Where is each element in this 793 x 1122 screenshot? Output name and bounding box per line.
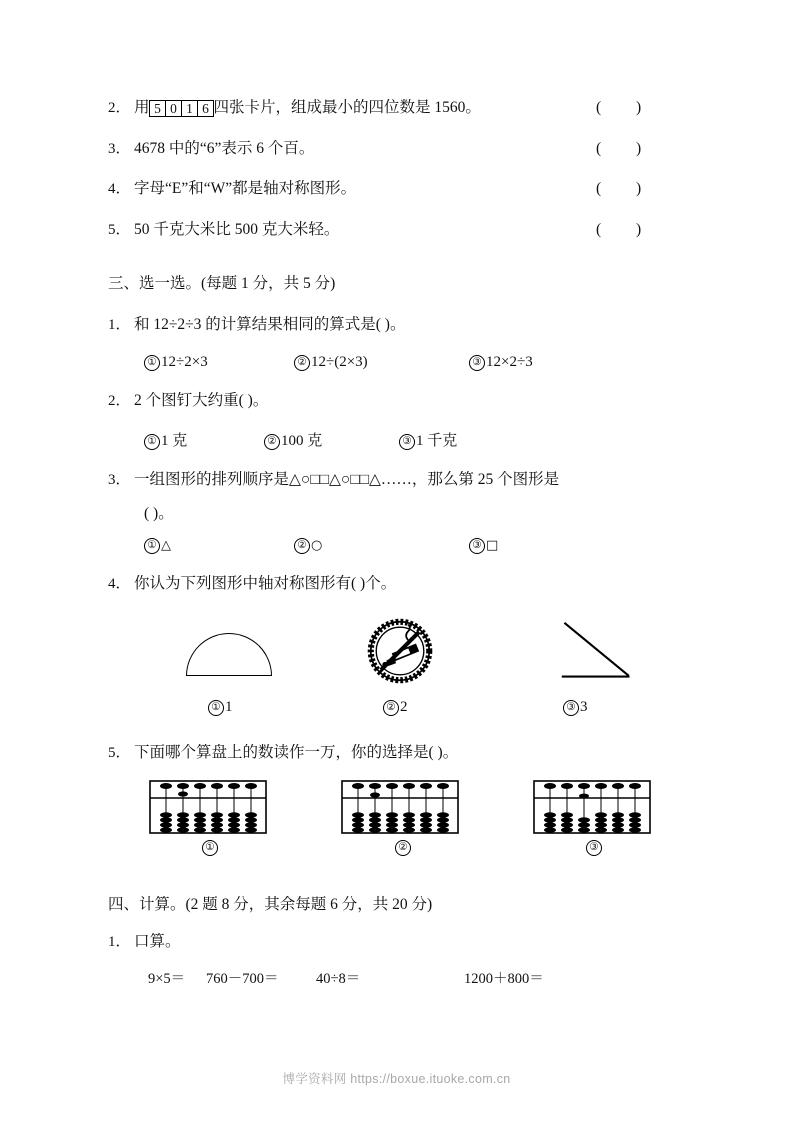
question-text: 下面哪个算盘上的数读作一万，你的选择是( )。: [134, 744, 459, 761]
choice-question-5: [108, 741, 708, 864]
page-content: [108, 96, 708, 991]
question-number: 2．: [108, 392, 131, 409]
paren-left: (: [596, 139, 602, 157]
calc-expression-2[interactable]: 760－700＝: [206, 971, 279, 987]
option-marker-2: ②: [264, 434, 280, 450]
question-text-prefix: 用: [134, 99, 150, 116]
paren-left: (: [596, 180, 602, 197]
option-label-1: 12÷2×3: [161, 353, 208, 370]
option-marker-1: ①: [202, 840, 218, 856]
option-label-1: 1: [225, 699, 233, 715]
option-marker-3: ③: [586, 840, 602, 856]
option-list: [144, 354, 708, 371]
option-marker-1: ①: [208, 700, 224, 716]
option-1[interactable]: [144, 354, 294, 371]
question-number: 5．: [108, 221, 131, 238]
question-text: 口算。: [134, 932, 181, 950]
option-label-2: 100 克: [281, 433, 323, 449]
abacus-label-3: [586, 840, 603, 856]
option-marker-1: ①: [144, 434, 160, 450]
paren-left: (: [596, 220, 602, 238]
question-text: 4678 中的“6”表示 6 个百。: [134, 139, 315, 157]
number-card: 6: [197, 100, 214, 117]
truefalse-item: [108, 137, 708, 161]
question-number: 2．: [108, 100, 131, 116]
option-3[interactable]: [469, 537, 498, 554]
paren-right: ): [636, 99, 642, 116]
choice-question-4: [108, 572, 708, 726]
option-2[interactable]: [383, 699, 408, 716]
question-text: 50 千克大米比 500 克大米轻。: [134, 220, 340, 238]
question-number: 3．: [108, 472, 131, 488]
option-3[interactable]: [469, 354, 533, 371]
option-marker-3: ③: [469, 538, 485, 554]
abacus-row: [108, 775, 708, 839]
choice-question-3: [108, 468, 708, 554]
option-marker-1: ①: [144, 355, 160, 371]
option-label-2: 2: [400, 699, 408, 715]
number-card: 5: [149, 100, 166, 117]
figure-angle: [560, 619, 648, 688]
question-number: 1．: [108, 933, 131, 950]
number-card: 1: [181, 100, 198, 117]
calc-expression-3[interactable]: 40÷8＝: [316, 971, 361, 987]
option-marker-3: ③: [563, 700, 579, 716]
question-text: 和 12÷2÷3 的计算结果相同的算式是( )。: [134, 316, 406, 333]
abacus-1-icon: [148, 779, 268, 835]
option-marker-2: ②: [294, 355, 310, 371]
abacus-label-1: [202, 840, 219, 856]
figure-no-smoking: [366, 617, 434, 690]
question-text-suffix: 四张卡片，组成最小的四位数是 1560。: [213, 99, 481, 116]
question-text: 字母“E”和“W”都是轴对称图形。: [134, 180, 357, 197]
question-text: [134, 96, 708, 119]
abacus-option-1[interactable]: [148, 779, 268, 840]
calc-question-1: [108, 930, 708, 954]
angle-shape-icon: [560, 619, 648, 683]
abacus-option-2[interactable]: [340, 779, 460, 840]
option-label-triangle: △: [161, 537, 171, 553]
footer-watermark: 博学资料网 https://boxue.ituoke.com.cn: [282, 1072, 511, 1086]
option-2[interactable]: [294, 537, 469, 554]
figure-option-labels: [108, 699, 708, 725]
abacus-2-icon: [340, 779, 460, 835]
no-smoking-icon: [366, 617, 434, 685]
option-marker-2: ②: [395, 840, 411, 856]
option-label-3: 3: [580, 699, 588, 715]
option-marker-2: ②: [383, 700, 399, 716]
option-label-square: □: [486, 537, 499, 553]
calc-expression-1[interactable]: 9×5＝: [148, 971, 186, 987]
truefalse-item: [108, 177, 708, 201]
paren-right: ): [636, 180, 642, 197]
option-label-circle: ○: [311, 537, 323, 553]
option-list: [144, 537, 708, 554]
figure-semicircle: [186, 633, 272, 676]
abacus-option-3[interactable]: [532, 779, 652, 840]
semicircle-shape: [186, 633, 272, 676]
question-text: 你认为下列图形中轴对称图形有( )个。: [134, 574, 397, 592]
option-marker-2: ②: [294, 538, 310, 554]
paren-right: ): [636, 139, 642, 157]
question-number: 4．: [108, 575, 131, 592]
abacus-label-2: [395, 840, 412, 856]
choice-question-2: [108, 389, 708, 451]
option-3[interactable]: [563, 699, 588, 716]
truefalse-item: [108, 96, 708, 120]
option-3[interactable]: [399, 429, 457, 450]
option-2[interactable]: [264, 429, 399, 450]
paren-left: (: [596, 99, 602, 116]
option-marker-3: ③: [469, 355, 485, 371]
question-number: 5．: [108, 745, 131, 761]
abacus-3-icon: [532, 779, 652, 835]
calc-expression-4[interactable]: 1200＋800＝: [464, 971, 544, 987]
option-1[interactable]: [208, 699, 233, 716]
option-label-1: 1 克: [161, 433, 188, 449]
paren-right: ): [636, 220, 642, 238]
question-number: 1．: [108, 317, 131, 333]
truefalse-item: [108, 218, 708, 242]
question-text: 一组图形的排列顺序是△○□□△○□□△……，那么第 25 个图形是: [134, 471, 560, 488]
question-text: 2 个图钉大约重( )。: [134, 391, 269, 409]
figure-row: [108, 605, 708, 697]
truefalse-group: [108, 96, 708, 241]
option-list: [144, 429, 708, 450]
abacus-option-labels: [108, 840, 708, 864]
option-1[interactable]: [144, 537, 294, 554]
option-marker-3: ③: [399, 434, 415, 450]
option-marker-1: ①: [144, 538, 160, 554]
section-four-heading: 四、计算。(2 题 8 分，其余每题 6 分，共 20 分): [108, 895, 433, 913]
option-label-3: 1 千克: [416, 433, 458, 449]
choice-question-1: [108, 313, 708, 371]
question-text-continued: ( )。: [144, 504, 174, 522]
number-card: 0: [165, 100, 182, 117]
question-number: 4．: [108, 181, 131, 197]
option-1[interactable]: [144, 429, 264, 450]
option-label-2: 12÷(2×3): [311, 353, 368, 370]
section-three-heading: 三、选一选。(每题 1 分，共 5 分): [108, 275, 336, 292]
option-2[interactable]: [294, 354, 469, 371]
question-number: 3．: [108, 140, 131, 157]
calc-expression-row: [144, 967, 708, 991]
option-label-3: 12×2÷3: [486, 353, 533, 370]
